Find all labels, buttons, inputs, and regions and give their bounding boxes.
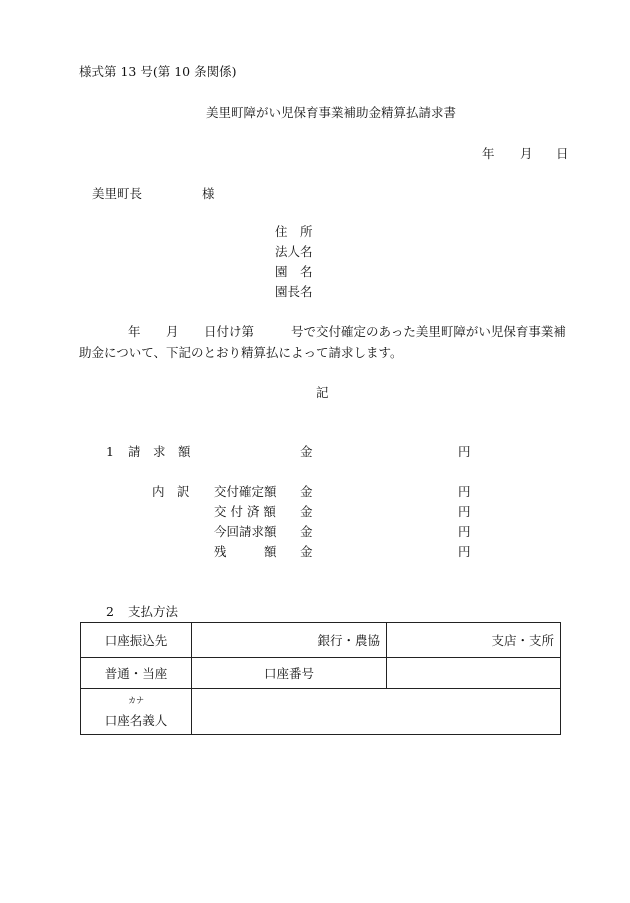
body-year: 年 (128, 324, 141, 339)
breakdown-yen-3: 円 (458, 524, 471, 539)
account-holder-label: 口座名義人 (104, 712, 168, 728)
breakdown-kin-4: 金 (300, 544, 313, 559)
item-2-number: 2 (106, 604, 114, 619)
body-line-2: 助金について、下記のとおり精算払によって請求します。 (79, 345, 403, 360)
breakdown-kin-3: 金 (300, 524, 313, 539)
body-date-suffix: 日付け第 (204, 324, 255, 339)
school-name-label: 園 名 (275, 264, 313, 279)
item-1-kin: 金 (300, 444, 313, 459)
account-type-cell[interactable]: 普通・当座 (81, 658, 192, 689)
breakdown-label-1: 交付確定額 (214, 484, 277, 499)
breakdown-label-4: 残 額 (214, 544, 277, 559)
branch-cell[interactable]: 支店・支所 (387, 623, 561, 658)
breakdown-yen-4: 円 (458, 544, 471, 559)
bank-cell[interactable]: 銀行・農協 (192, 623, 387, 658)
account-holder-field[interactable] (192, 689, 561, 735)
date-year: 年 (482, 146, 495, 161)
breakdown-label-2: 交 付 済 額 (214, 504, 276, 519)
item-1-label: 請 求 額 (128, 444, 191, 459)
recipient-honorific: 様 (202, 186, 215, 201)
account-number-field[interactable] (387, 658, 561, 689)
account-number-label-cell: 口座番号 (192, 658, 387, 689)
principal-name-label: 園長名 (275, 284, 313, 299)
breakdown-yen-1: 円 (458, 484, 471, 499)
item-2-label: 支払方法 (128, 604, 179, 619)
breakdown-label-3: 今回請求額 (214, 524, 277, 539)
breakdown-kin-2: 金 (300, 504, 313, 519)
form-number: 様式第 13 号(第 10 条関係) (79, 64, 237, 79)
recipient-name: 美里町長 (92, 186, 143, 201)
transfer-label-cell: 口座振込先 (81, 623, 192, 658)
table-row (81, 689, 561, 735)
account-holder-label-cell (81, 689, 192, 735)
table-row (81, 658, 561, 689)
body-month: 月 (166, 324, 179, 339)
date-month: 月 (520, 146, 533, 161)
body-number-suffix: 号で交付確定のあった美里町障がい児保育事業補 (291, 324, 566, 339)
document-title: 美里町障がい児保育事業補助金精算払請求書 (206, 105, 457, 120)
corporation-label: 法人名 (275, 244, 313, 259)
date-day: 日 (556, 146, 569, 161)
item-1-number: 1 (106, 444, 114, 459)
item-1-yen: 円 (458, 444, 471, 459)
breakdown-yen-2: 円 (458, 504, 471, 519)
table-row (81, 623, 561, 658)
address-label: 住 所 (275, 224, 313, 239)
payment-table (80, 622, 561, 735)
breakdown-label: 内 訳 (152, 484, 190, 499)
ki-heading: 記 (316, 385, 329, 400)
kana-label: カナ (128, 695, 144, 705)
breakdown-kin-1: 金 (300, 484, 313, 499)
